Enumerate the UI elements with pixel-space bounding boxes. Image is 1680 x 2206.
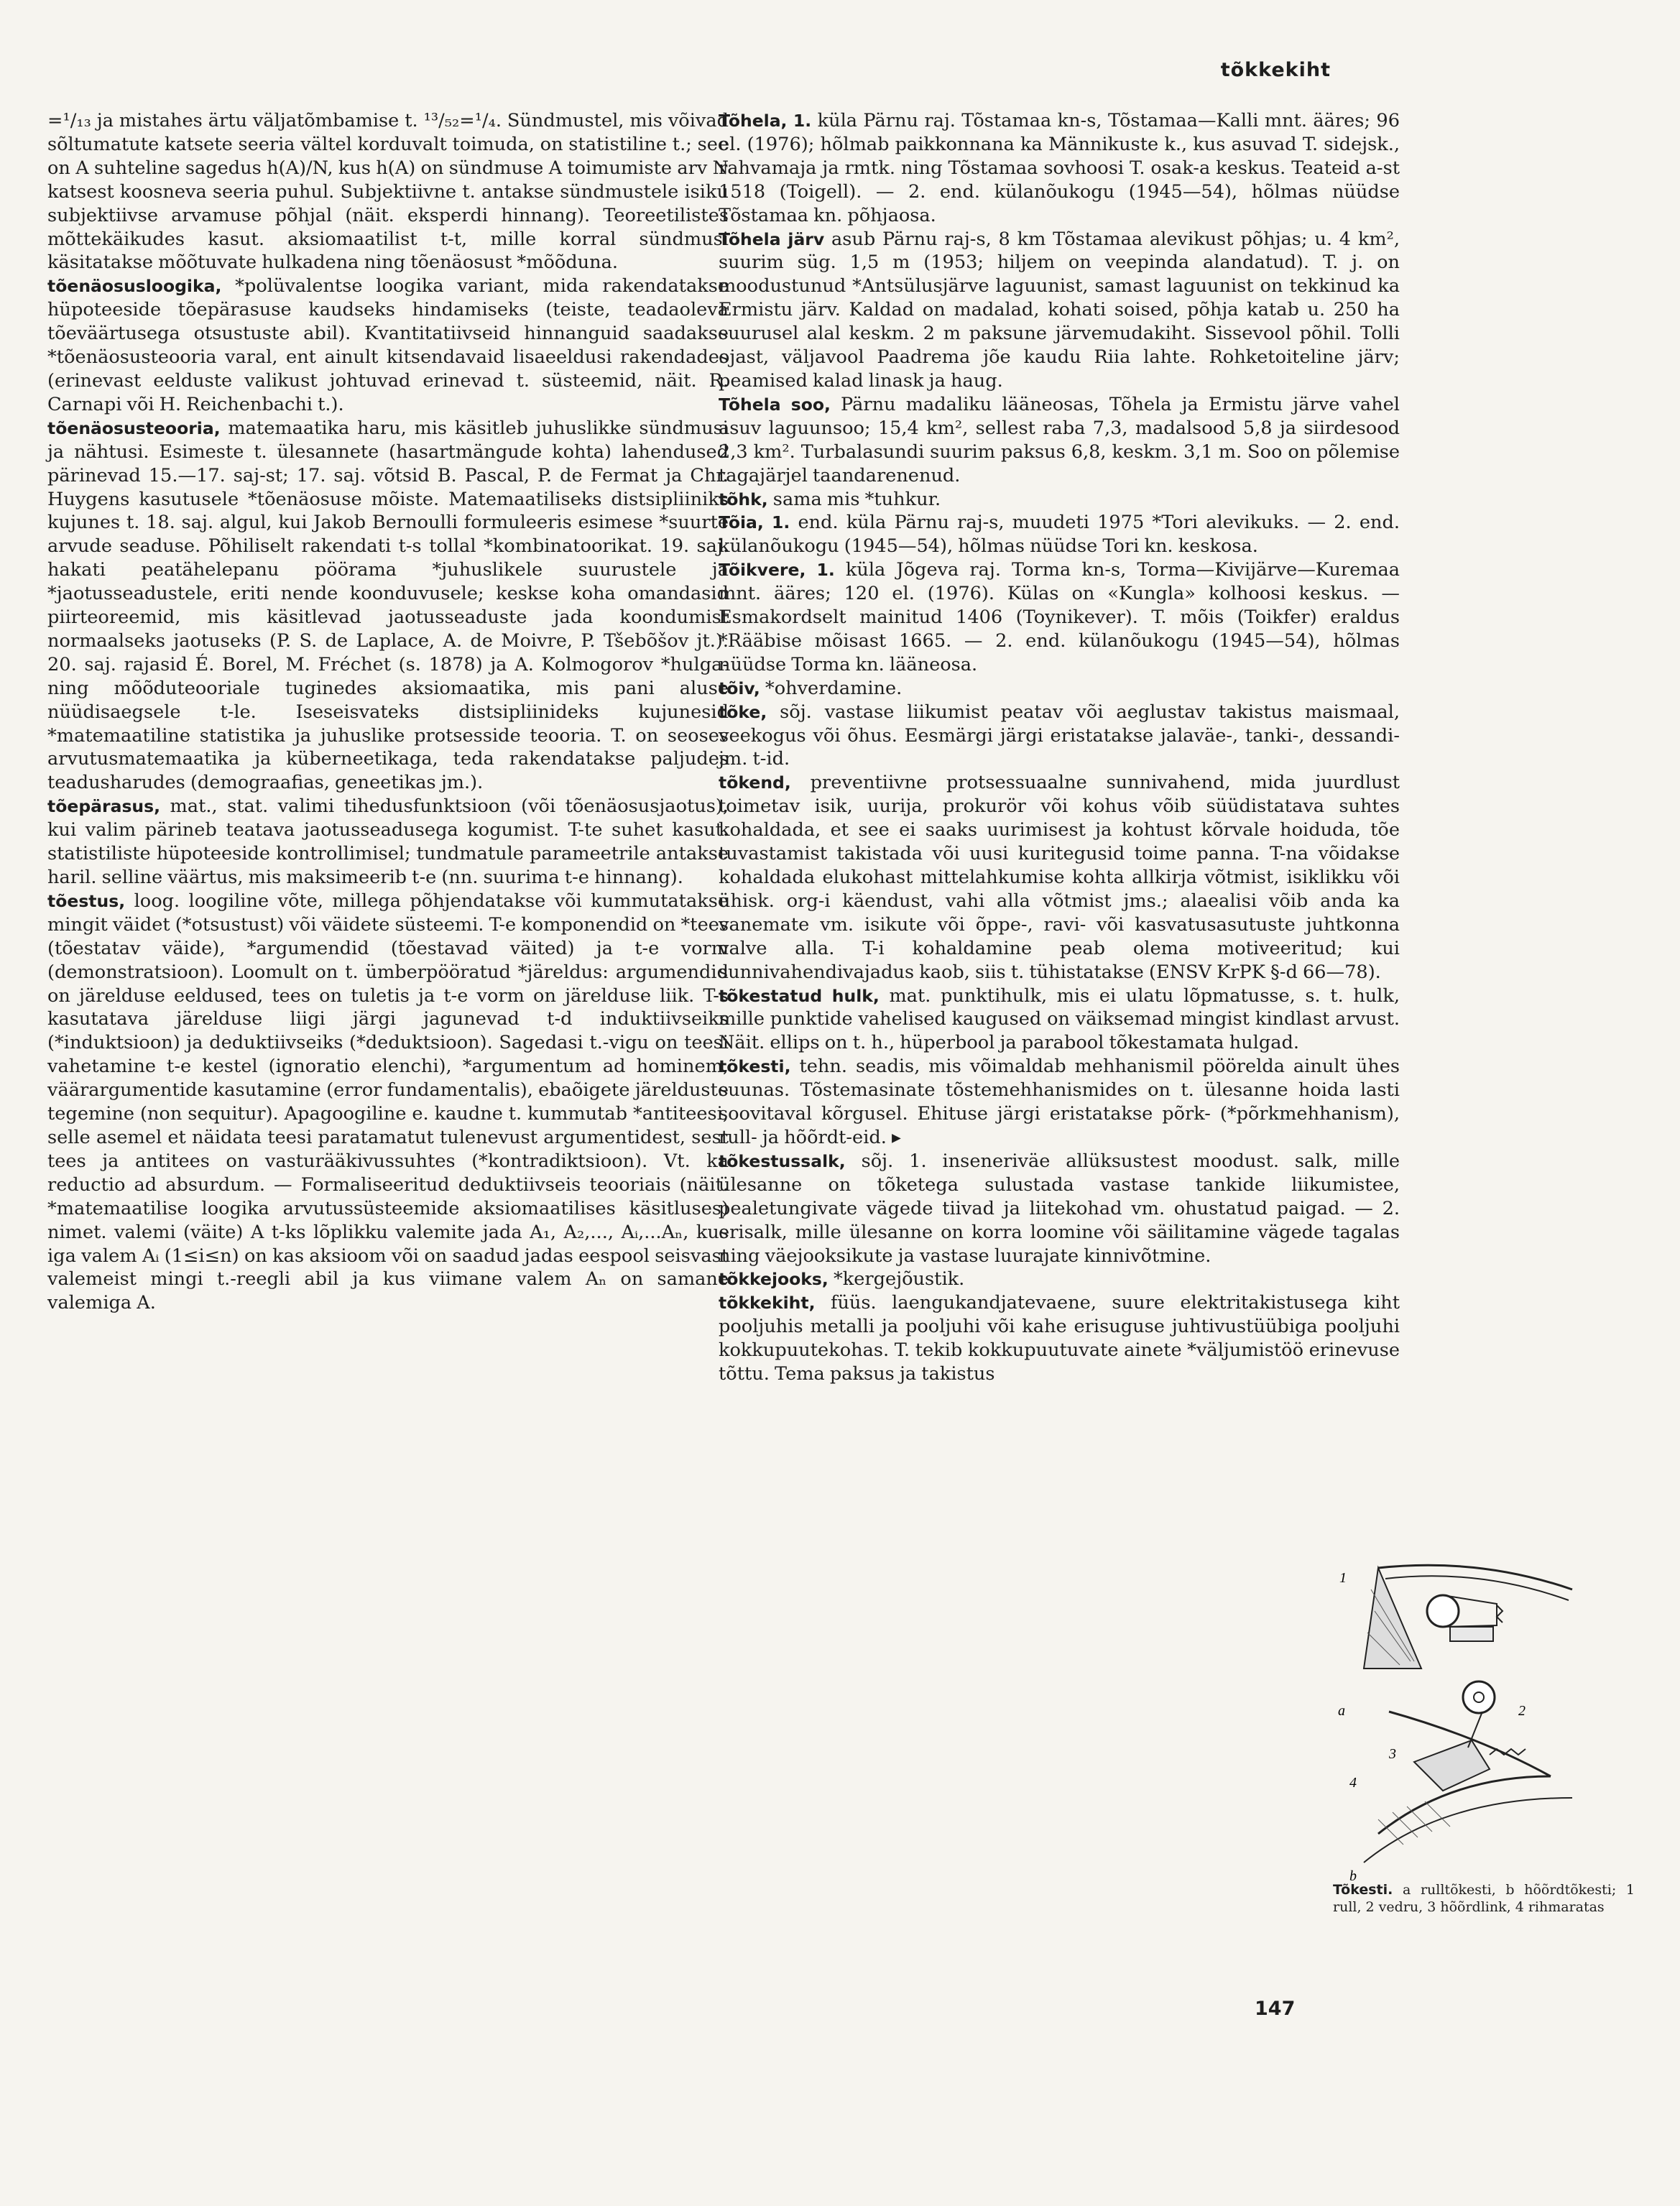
entry-text: loog. loogiline võte, millega põhjendatakse või kummutatakse mingit väidet (*otsustust) või väidete süsteemi. T-e komponendid on *tees (tõestatav väide), *argumendid (tõestavad väited) ja t-e vorm (demonstratsioon). Loomult on t. ümberpööratud *järeldus: argumendid on järelduse eeldused, tees on tuletis ja t-e vorm on järelduse liik. T-s kasutatava järelduse liigi järgi jagunevad t-d induktiivseiks (*induktsioon) ja deduktiivseiks (*deduktsioon). Sagedasi t.-vigu on teesi vahetamine t-e kestel (ignoratio elenchi), *argumentum ad hominem, väärargumentide kasutamine (error fundamentalis), ebaõigete järelduste tegemine (non sequitur). Apagoogiline e. kaudne t. kummutab *antiteesi, selle asemel et näidata teesi paratamatut tulenevust argumentidest, sest tees ja antitees on vasturääkivussuhtes (*kontradiktsioon). Vt. ka reductio ad absurdum. — Formaliseeritud deduktiivseis teooriais (näit. *matemaatilise loogika arvutussüsteemide aksiomaatilises käsitluses) nimet. valemi (väite) A t-ks lõplikku valemite jada A₁, A₂,..., Aᵢ,...Aₙ, kus iga valem Aᵢ (1≤i≤n) on kas aksioom või on saadud jadas eespool seisvast valemeist mingi t.-reegli abil ja kus viimane valem Aₙ on samane valemiga A. xyxy=(47,890,729,1314)
entry-headword: tõenäosusteooria, xyxy=(47,417,221,438)
dictionary-entry xyxy=(47,795,729,890)
entry-text: küla Pärnu raj. Tõstamaa kn-s, Tõstamaa—Kalli mnt. ääres; 96 el. (1976); hõlmab paikkonnana ka Männikuste k., kus asuvad T. sidejsk., rahvamaja ja rmtk. ning Tõstamaa sovhoosi T. osak-a keskus. Teateid a-st 1518 (Toigell). — 2. end. külanõukogu (1945—54), hõlmas nüüdse Tõstamaa kn. põhjaosa. xyxy=(719,110,1400,226)
figure-label-1: 1 xyxy=(1339,1570,1347,1586)
dictionary-entry xyxy=(719,228,1400,393)
dictionary-entry xyxy=(719,558,1400,677)
dictionary-entry xyxy=(719,1268,1400,1291)
dictionary-entry xyxy=(719,677,1400,701)
entry-headword: tõenäosusloogika, xyxy=(47,276,222,297)
roller-ratchet-diagram xyxy=(1364,1565,1572,1669)
right-column xyxy=(719,109,1400,1386)
dictionary-entry xyxy=(719,1150,1400,1268)
entry-headword: tõkestatud hulk, xyxy=(719,985,880,1006)
entry-headword: Tõhela, 1. xyxy=(719,111,812,131)
entry-headword: tõkkekiht, xyxy=(719,1293,816,1314)
entry-text: asub Pärnu raj-s, 8 km Tõstamaa alevikust põhjas; u. 4 km², suurim süg. 1,5 m (1953; hiljem on veepinda alandatud). T. j. on moodustunud *Antsülusjärve laguunist, samast laguunist on tekkinud ka Ermistu järv. Kaldad on madalad, kohati soised, põhja katab u. 250 ha suurusel alal keskm. 2 m paksune järvemudakiht. Sissevool põhil. Tolli ojast, väljavool Paadrema jõe kaudu Riia lahte. Rohketoiteline järv; peamised kalad linask ja haug. xyxy=(719,228,1400,392)
entry-headword: Tõhela järv xyxy=(719,229,825,249)
figure-caption xyxy=(1333,1881,1635,1916)
entry-text: *polüvalentse loogika variant, mida rakendatakse hüpoteeside tõepärasuse kaudseks hindamiseks (teiste, teadaoleva tõeväärtusega otsustuste abil). Kvantitatiivseid hinnanguid saadakse *tõenäosusteooria varal, ent ainult kitsendavaid lisaeeldusi rakendades (erinevast eelduste valikust johtuvad erinevad t. süsteemid, näit. R. Carnapi või H. Reichenbachi t.). xyxy=(47,275,729,415)
entry-text: *kergejõustik. xyxy=(828,1268,965,1291)
entry-text: end. küla Pärnu raj-s, muudeti 1975 *Tori alevikuks. — 2. end. külanõukogu (1945—54), hõlmas nüüdse Tori kn. keskosa. xyxy=(719,512,1400,558)
dictionary-entry xyxy=(719,109,1400,228)
entry-headword: tõestus, xyxy=(47,890,126,911)
dictionary-entry xyxy=(47,417,729,795)
entry-text: sõj. vastase liikumist peatav või aeglustav takistus maismaal, veekogus või õhus. Eesmärgi järgi eristatakse jalaväe-, tanki-, dessandi- jm. t-id. xyxy=(719,701,1400,770)
entry-text: tehn. seadis, mis võimaldab mehhanismil pöörelda ainult ühes suunas. Tõstemasinate tõstemehhanismides on t. ülesanne hoida lasti soovitaval kõrgusel. Ehituse järgi eristatakse põrk- (*põrkmehhanism), rull- ja hõõrdt-eid. ▸ xyxy=(719,1056,1400,1148)
running-head: tõkkekiht xyxy=(1220,59,1331,81)
dictionary-entry xyxy=(719,393,1400,488)
figure-label-b: b xyxy=(1349,1868,1357,1884)
figure-label-2: 2 xyxy=(1518,1703,1526,1719)
dictionary-entry xyxy=(719,771,1400,984)
dictionary-entry xyxy=(47,109,729,274)
figure-label-a: a xyxy=(1338,1703,1345,1719)
entry-text: sõj. 1. inseneriväe allüksustest moodust. salk, mille ülesanne on tõketega sulustada vastase tankide liikumistee, pealetungivate vägede tiivad ja liitekohad vm. ohustatud paigad. — 2. erisalk, mille ülesanne on korra loomine või säilitamine vägede tagalas ning väejooksikute ja vastase luurajate kinnivõtmine. xyxy=(719,1150,1400,1267)
entry-headword: tõhk, xyxy=(719,489,768,509)
entry-text: sama mis *tuhkur. xyxy=(767,488,941,510)
figure-caption-head: Tõkesti. xyxy=(1333,1882,1393,1898)
dictionary-entry xyxy=(47,274,729,416)
entry-headword: tõkkejooks, xyxy=(719,1269,829,1290)
entry-headword: tõepärasus, xyxy=(47,796,161,817)
entry-headword: tõkesti, xyxy=(719,1056,791,1077)
entry-text: matemaatika haru, mis käsitleb juhuslikke sündmusi ja nähtusi. Esimeste t. ülesannete (hasartmängude kohta) lahendused pärinevad 15.—17. saj-st; 17. saj. võtsid B. Pascal, P. de Fermat ja Chr. Huygens kasutusele *tõenäosuse mõiste. Matemaatiliseks distsipliiniks kujunes t. 18. saj. algul, kui Jakob Bernoulli formuleeris esimese *suurte arvude seaduse. Põhiliselt rakendati t-s tollal *kombinatoorikat. 19. saj. hakati peatähelepanu pöörama *juhuslikele suurustele ja *jaotusseadustele, eriti nende koonduvusele; keskse koha omandasid piirteoreemid, mis käsitlevad jaotusseaduste jada koondumist normaalseks jaotuseks (P. S. de Laplace, A. de Moivre, P. Tšebõšov jt.). 20. saj. rajasid É. Borel, M. Fréchet (s. 1878) ja A. Kolmogorov *hulga- ning mõõduteooriale tuginedes aksiomaatika, mis pani aluse nüüdisaegsele t-le. Iseseisvateks distsipliinideks kujunesid *matemaatiline statistika ja juhuslike protsesside teooria. T. on seoses arvutusmatemaatika ja küberneetikaga, teda rakendatakse paljudes teadusharudes (demograafias, geneetikas jm.). xyxy=(47,417,729,794)
figure-caption-text: a rulltõkesti, b hõõrdtõkesti; 1 rull, 2 vedru, 3 hõõrdlink, 4 rihmaratas xyxy=(1333,1882,1635,1915)
figure-label-3: 3 xyxy=(1389,1746,1396,1762)
entry-text: füüs. laengukandjatevaene, suure elektritakistusega kiht pooljuhis metalli ja pooljuhi või kahe erisuguse juhtivustüübiga pooljuhi kokkupuutekohas. T. tekib kokkupuutuvate ainete *väljumistöö erinevuse tõttu. Tema paksus ja takistus xyxy=(719,1292,1400,1385)
dictionary-entry xyxy=(719,701,1400,772)
entry-headword: tõkend, xyxy=(719,772,791,793)
dictionary-entry xyxy=(719,984,1400,1056)
entry-text: Pärnu madaliku lääneosas, Tõhela ja Ermistu järve vahel asuv laguunsoo; 15,4 km², sellest raba 7,3, madalsood 5,8 ja siirdesood 2,3 km². Turbalasundi suurim paksus 6,8, keskm. 3,1 m. Soo on põlemise tagajärjel taandarenenud. xyxy=(719,393,1400,486)
entry-text: küla Jõgeva raj. Torma kn-s, Torma—Kivijärve—Kuremaa mnt. ääres; 120 el. (1976). Külas on «Kungla» kolhoosi keskus. — Esmakordselt mainitud 1406 (Toynikever). T. mõis (Toikfer) eraldus *Rääbise mõisast 1665. — 2. end. külanõukogu (1945—54), hõlmas nüüdse Torma kn. lääneosa. xyxy=(719,559,1400,675)
dictionary-entry xyxy=(719,511,1400,558)
friction-ratchet-diagram xyxy=(1364,1681,1572,1863)
entry-headword: Tõhela soo, xyxy=(719,394,831,415)
entry-headword: tõkestussalk, xyxy=(719,1150,846,1171)
entry-text: *ohverdamine. xyxy=(760,677,903,699)
entry-headword: Tõia, 1. xyxy=(719,512,790,533)
entry-text: mat., stat. valimi tihedusfunktsioon (või tõenäosusjaotus), kui valim pärineb teatava jaotusseadusega kogumist. T-te suhet kasut. statistiliste hüpoteeside kontrollimisel; tundmatule parameetrile antakse haril. selline väärtus, mis maksimeerib t-e (nn. suurima t-e hinnang). xyxy=(47,795,729,888)
dictionary-entry xyxy=(719,1291,1400,1386)
dictionary-entry xyxy=(719,488,1400,512)
dictionary-entry xyxy=(47,890,729,1315)
entry-text: mat. punktihulk, mis ei ulatu lõpmatusse, s. t. hulk, mille punktide vahelised kaugused on väiksemad mingist kindlast arvust. Näit. ellips on t. h., hüperbool ja parabool tõkestamata hulgad. xyxy=(719,984,1400,1054)
page-number: 147 xyxy=(1255,1998,1296,2020)
entry-headword: tõiv, xyxy=(719,678,760,698)
dictionary-entry xyxy=(719,1055,1400,1150)
figure-label-4: 4 xyxy=(1349,1775,1357,1791)
entry-text: preventiivne protsessuaalne sunnivahend, mida juurdlust toimetav isik, uurija, prokurör või kohus võib süüdistatava suhtes kohaldada, et see ei saaks uurimisest ja kohtust kõrvale hoiduda, tõe tuvastamist takistada või uusi kuritegusid toime panna. T-na võidakse kohaldada elukohast mittelahkumise kohta allkirja võtmist, isiklikku või ühisk. org-i käendust, vahi alla võtmist jms.; alaealisi võib anda ka vanemate vm. isikute või õppe-, ravi- või kasvatusasutuste juhtkonna valve alla. T-i kohaldamine peab olema motiveeritud; kui sunnivahendivajadus kaob, siis t. tühistatakse (ENSV KrPK §-d 66—78). xyxy=(719,772,1400,983)
ratchet-figure xyxy=(1335,1561,1623,1888)
entry-headword: tõke, xyxy=(719,701,767,722)
entry-text: =¹/₁₃ ja mistahes ärtu väljatõmbamise t. ¹³/₅₂=¹/₄. Sündmustel, mis võivad sõltumatute katsete seeria vältel korduvalt toimuda, on statistiline t.; see on A suhteline sagedus h(A)/N, kus h(A) on sündmuse A toimumiste arv N katsest koosneva seeria puhul. Subjektiivne t. antakse sündmustele isiku subjektiivse arvamuse põhjal (näit. eksperdi hinnang). Teoreetilistes mõttekäikudes kasut. aksiomaatilist t-t, mille korral sündmusi käsitatakse mõõtuvate hulkadena ning tõenäosust *mõõduna. xyxy=(47,110,729,274)
entry-headword: Tõikvere, 1. xyxy=(719,560,835,581)
left-column xyxy=(47,109,729,1315)
